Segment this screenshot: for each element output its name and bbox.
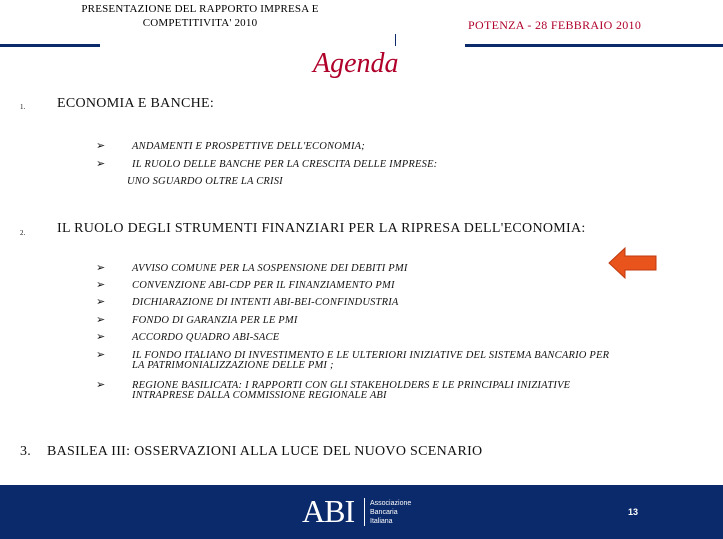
section-2-item-2: CONVENZIONE ABI-CDP PER IL FINANZIAMENTO PMI [132, 280, 395, 291]
section-1-item-2: IL RUOLO DELLE BANCHE PER LA CRESCITA DELLE IMPRESE: [132, 159, 438, 170]
presentation-title-line1: PRESENTAZIONE DEL RAPPORTO IMPRESA E [81, 3, 319, 15]
section-1-number: 1. [20, 103, 26, 111]
bullet-icon: ➢ [96, 313, 106, 326]
section-1-heading: ECONOMIA E BANCHE: [57, 96, 215, 111]
section-2-number: 2. [20, 229, 26, 237]
abi-logo-separator [364, 498, 365, 526]
section-2-item-1: AVVISO COMUNE PER LA SOSPENSIONE DEI DEBITI PMI [132, 263, 408, 274]
section-2-item-6: IL FONDO ITALIANO DI INVESTIMENTO E LE ULTERIORI INIZIATIVE DEL SISTEMA BANCARIO PER [132, 350, 610, 361]
bullet-icon: ➢ [96, 378, 106, 391]
section-1-item-2-cont: UNO SGUARDO OLTRE LA CRISI [127, 176, 283, 187]
section-2-item-7: REGIONE BASILICATA: I RAPPORTI CON GLI STAKEHOLDERS E LE PRINCIPALI INIZIATIVE [132, 380, 571, 391]
bullet-icon: ➢ [96, 261, 106, 274]
section-3-heading: BASILEA III: OSSERVAZIONI ALLA LUCE DEL NUOVO SCENARIO [47, 444, 483, 459]
header-rule-left [0, 44, 100, 47]
section-1-item-1: ANDAMENTI E PROSPETTIVE DELL'ECONOMIA; [132, 141, 365, 152]
bullet-icon: ➢ [96, 330, 106, 343]
event-date: POTENZA - 28 FEBBRAIO 2010 [468, 18, 642, 32]
bullet-icon: ➢ [96, 295, 106, 308]
header-rule-right [465, 44, 723, 47]
abi-logo-line2: Bancaria [370, 509, 398, 516]
presentation-title [40, 2, 360, 30]
section-2-item-7-cont: INTRAPRESE DALLA COMMISSIONE REGIONALE ABI [132, 390, 387, 401]
bullet-icon: ➢ [96, 157, 106, 170]
page-number: 13 [628, 507, 639, 517]
abi-logo [302, 492, 432, 530]
abi-logo-line1: Associazione [370, 500, 412, 507]
left-arrow-icon [608, 247, 658, 279]
abi-logo-mark: ABI [302, 493, 355, 529]
section-2-item-5: ACCORDO QUADRO ABI-SACE [132, 332, 280, 343]
section-2-item-6-cont: LA PATRIMONIALIZZAZIONE DELLE PMI ; [132, 360, 334, 371]
slide-title: Agenda [313, 48, 399, 79]
bullet-icon: ➢ [96, 139, 106, 152]
section-2-heading: IL RUOLO DEGLI STRUMENTI FINANZIARI PER LA RIPRESA DELL'ECONOMIA: [57, 221, 586, 236]
bullet-icon: ➢ [96, 278, 106, 291]
header-divider-tick [395, 34, 396, 46]
abi-logo-line3: Italiana [370, 518, 393, 525]
section-3-number: 3. [20, 444, 32, 459]
presentation-title-line2: COMPETITIVITA' 2010 [142, 17, 258, 29]
bullet-icon: ➢ [96, 348, 106, 361]
section-2-item-4: FONDO DI GARANZIA PER LE PMI [132, 315, 298, 326]
section-2-item-3: DICHIARAZIONE DI INTENTI ABI-BEI-CONFINDUSTRIA [132, 297, 399, 308]
